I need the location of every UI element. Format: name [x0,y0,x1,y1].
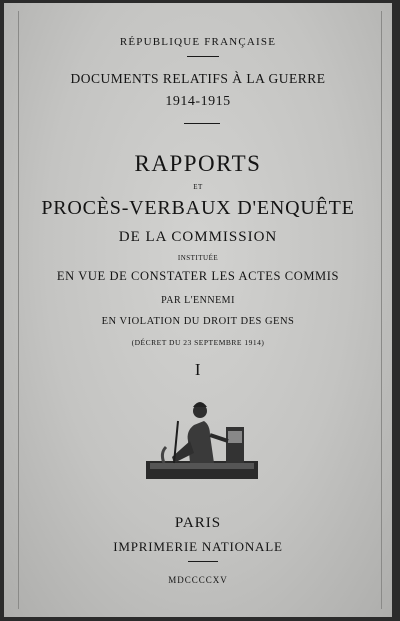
series-title: DOCUMENTS RELATIFS À LA GUERRE [70,71,326,86]
title-et: ET [193,183,203,191]
republic-heading: RÉPUBLIQUE FRANÇAISE [119,36,277,48]
imprint-city: PARIS [174,515,222,531]
divider-top [187,56,219,57]
title-commission: DE LA COMMISSION [118,229,278,245]
title-instituee: INSTITUÉE [177,254,219,262]
title-ennemi: PAR L'ENNEMI [161,295,235,306]
imprint-year: MDCCCCXV [168,575,228,585]
seated-marianne-emblem [144,391,264,491]
title-constater: EN VUE DE CONSTATER LES ACTES COMMIS [56,269,340,283]
divider-middle [184,123,220,124]
volume-number: I [194,360,202,379]
series-years: 1914-1915 [165,94,231,109]
divider-bottom [188,561,218,562]
decree-note: (DÉCRET DU 23 SEPTEMBRE 1914) [131,338,265,347]
title-violation: EN VIOLATION DU DROIT DES GENS [101,316,295,327]
title-proces-verbaux: PROCÈS-VERBAUX D'ENQUÊTE [41,197,355,219]
book-title-page [4,3,392,617]
title-rapports: RAPPORTS [134,151,262,176]
imprint-printer: IMPRIMERIE NATIONALE [113,539,283,554]
